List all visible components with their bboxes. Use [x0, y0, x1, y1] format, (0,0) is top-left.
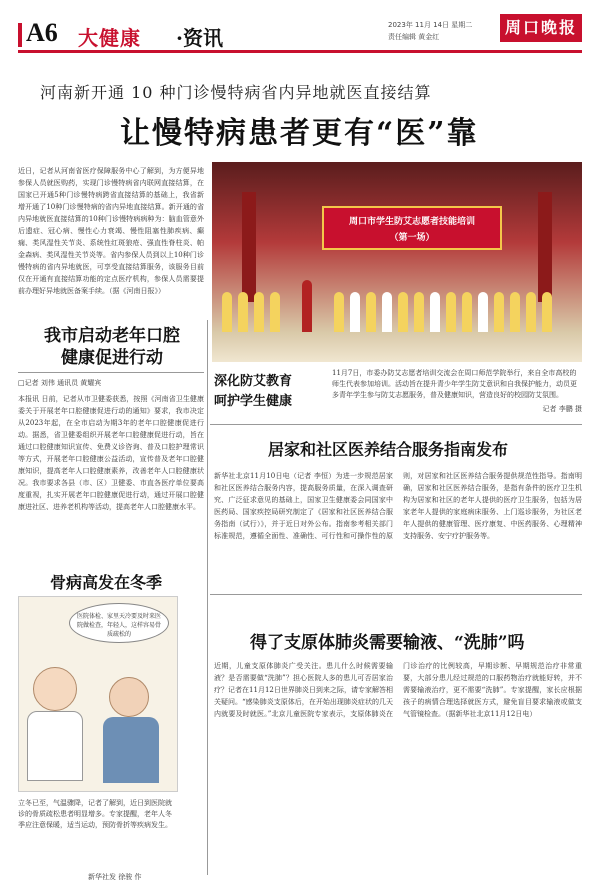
person [446, 292, 456, 332]
person [270, 292, 280, 332]
service-body: 新华社北京11月10日电（记者 李恒）为进一步规范居家和社区医养结合服务内容，提高服务质量，在深入调查研究、广泛征求意见的基础上，国家卫生健康委会同国家中医药局、国家疾控局研究制定了《居家和社区医养结合服务指南（试行）》，并于近日对外公布。指南参考相关部门标准规范，遵循全面性、准确性、可行性和可操作性的原则，对居家和社区医养结合服务提供规范性指导。指南明确，居家和社区医养结合服务，是指有条件的医疗卫生机构为居家和社区的老年人提供的医疗卫生服务，包括为居家老年人提供的家庭病床服务、上门巡诊服务，为社区老年人提供的健康管理、医疗康复、中医药服务、心理精神支持服务、安宁疗护服务等。 [214, 472, 582, 540]
dental-body: 本报讯 日前，记者从市卫健委获悉，按照《河南省卫生健康委关于开展老年口腔健康促进行动的通知》要求，我市决定从2023年起，在全市启动为期3年的老年口腔健康促进行动。据悉，省卫健委组织开展老年口腔健康促进行动，旨在通过口腔健康知识宣传、免费义诊咨询、普及口腔护理常识等方式，开展老年口腔健康公益活动，宣传普及老年口腔健康知识，提高老年人口腔健康素养，改善老年人口腔健康状况。我市要求各县（市、区）卫健委、市直各医疗单位要高度重视，扎实开展老年口腔健康促进行动，通过开展口腔健康进社区、进养老机构等活动，提高老年人口腔健康水平。 [18, 395, 204, 511]
dental-divider [18, 372, 204, 373]
edition-meta [388, 19, 472, 43]
dental-title-line2: 健康促进行动 [61, 348, 163, 368]
editor-line: 责任编辑 黄金红 [388, 33, 440, 41]
photo-banner-line1: 周口市学生防艾志愿者技能培训 [348, 217, 475, 227]
person [526, 292, 536, 332]
header-rule [18, 50, 582, 53]
person [398, 292, 408, 332]
photo-crowd [222, 272, 572, 332]
person [254, 292, 264, 332]
person [414, 292, 424, 332]
person [366, 292, 376, 332]
bone-cartoon [18, 596, 178, 792]
person [430, 292, 440, 332]
dental-title [42, 325, 182, 369]
lead-body: 近日，记者从河南省医疗保障服务中心了解到，为方便异地参保人员就医购药，实现门诊慢特病省内联网直接结算，在国家已开通5种门诊慢特病跨省直接结算的基础上，我省新增开通了10种门诊慢特病的省内异地直接结算。新开通的省内异地就医直接结算的10种门诊慢特病病种为：脑血管意外后遗症、冠心病、慢性心力衰竭、慢性阻塞性肺疾病、癫痫、类风湿性关节炎、系统性红斑狼疮、强直性脊柱炎、帕金森病、类风湿性关节炎等。省内参保人员到以上10种门诊慢特病的省内异地就医，可享受直接结算服务，该服务目前仅在开通有直接结算功能的定点医疗机构，参保人员需要提前办理好异地就医备案手续。（据《河南日报》） [18, 167, 204, 295]
service-title: 居家和社区医养结合服务指南发布 [268, 440, 509, 459]
bone-title: 骨病高发在冬季 [50, 573, 163, 592]
newspaper-logo: 周口晚报 [500, 14, 582, 42]
photo-banner-line2: （第一场） [389, 233, 435, 243]
photo-caption-title [214, 372, 292, 412]
page-number [18, 18, 58, 48]
channel-subname: ·资讯 [176, 26, 223, 50]
page-number-bar [18, 23, 22, 47]
channel-subname-text: 资讯 [182, 26, 223, 50]
photo-caption-title-line2: 呵护学生健康 [214, 394, 293, 409]
person [334, 292, 344, 332]
date-line: 2023年 11月 14日 星期二 [388, 21, 473, 29]
photo-caption: 11月7日，市委办防艾志愿者培训交流会在周口师范学院举行，来自全市高校的师生代表参加培训。活动旨在提升青少年学生防艾意识和自我保护能力，动员更多青年学生参与防艾志愿服务，普及健康知识，营造良好的校园防艾氛围。 [332, 369, 577, 399]
page-number-text: A6 [26, 18, 58, 47]
photo-banner [322, 206, 502, 250]
dental-byline: □记者 刘伟 通讯员 黄耀宾 [18, 379, 102, 387]
person [494, 292, 504, 332]
person [382, 292, 392, 332]
lead-kicker: 河南新开通 10 种门诊慢特病省内异地就医直接结算 [40, 83, 432, 102]
cartoon-doctor-coat [27, 711, 83, 781]
mycoplasma-body: 近期，儿童支原体肺炎广受关注。患儿什么时候需要输液？是否需要做“洗肺”？担心医院人多的患儿可否居家治疗？记者在11月12日世界肺炎日到来之际，请专家解答相关疑问。“感染肺炎支原体后，在开始出现肺炎症状的几天内就要及时就医。”北京儿童医院专家表示，支原体肺炎在门诊治疗的比例较高，早期诊断、早期规范治疗非常重要，大部分患儿经过规范的口服药物治疗就能好转，并不需要输液治疗，更不需要“洗肺”。专家提醒，家长应根据孩子的病情合理选择就医方式，避免盲目要求输液或做支气管镜检查。（据新华社北京11月12日电） [214, 662, 582, 718]
cartoon-elder-body [103, 717, 159, 783]
photo-credit: 记者 李鹏 摄 [520, 404, 582, 415]
person [462, 292, 472, 332]
mycoplasma-title: 得了支原体肺炎需要输液、“洗肺”吗 [250, 633, 525, 653]
photo-caption-title-line1: 深化防艾教育 [214, 374, 293, 389]
dental-title-line1: 我市启动老年口腔 [44, 326, 180, 346]
cartoon-doctor-head [33, 667, 77, 711]
column-separator [207, 320, 208, 875]
channel-name: 大健康 [78, 26, 141, 50]
person [350, 292, 360, 332]
bone-credit: 新华社发 徐骏 作 [88, 873, 142, 881]
service-divider [210, 424, 582, 425]
person [542, 292, 552, 332]
cartoon-speech-bubble: 医院体检、家里天冷要及时来医院做检查，年轻人，这样容易骨质疏松的 [69, 603, 169, 643]
bone-caption: 立冬已至，气温骤降，记者了解到，近日到医院就诊的骨质疏松患者明显增多。专家提醒，老年人冬季应注意保暖，适当运动，预防骨折等疾病发生。 [18, 799, 172, 829]
mycoplasma-divider [210, 594, 582, 595]
person [510, 292, 520, 332]
photo-training-event [212, 162, 582, 362]
lead-headline: 让慢特病患者更有“医”靠 [120, 116, 479, 151]
person [238, 292, 248, 332]
cartoon-elder-head [109, 677, 149, 717]
person [478, 292, 488, 332]
person-speaker [302, 280, 312, 332]
person [222, 292, 232, 332]
